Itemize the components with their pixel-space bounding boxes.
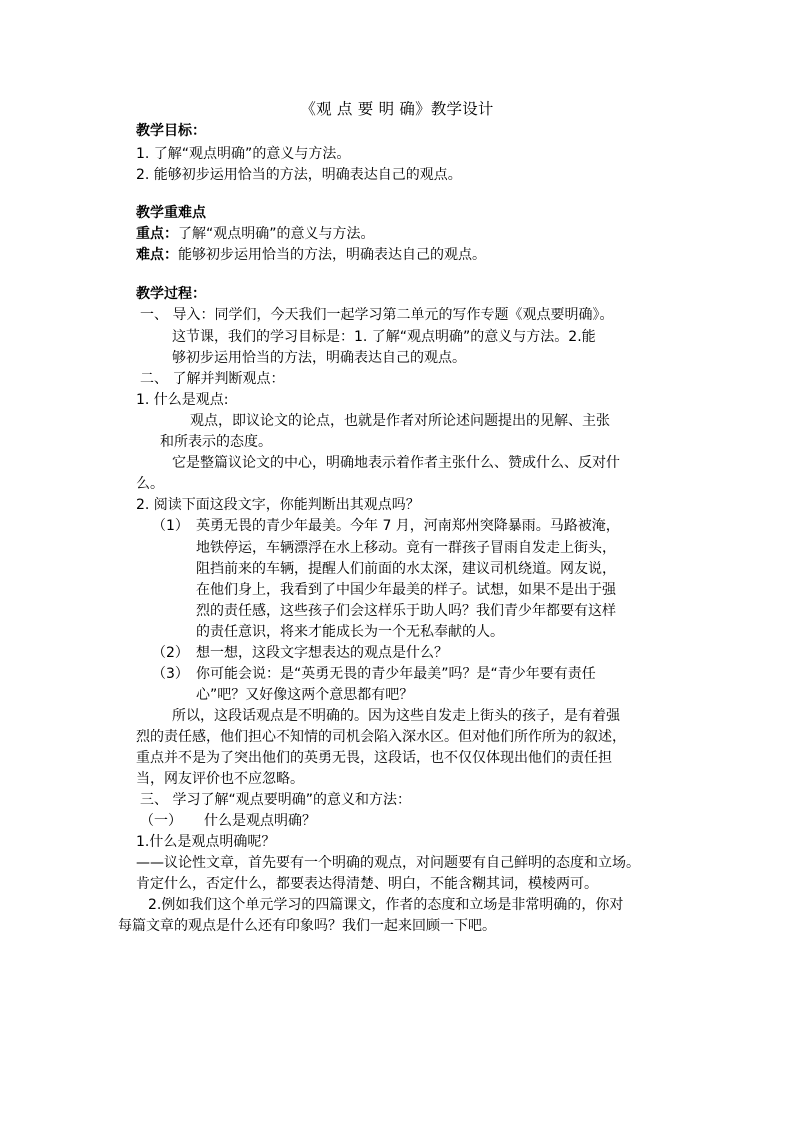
- process-line: 烈的责任感，他们担心不知情的司机会陷入深水区。但对他们所作所为的叙述，: [136, 729, 626, 745]
- process-line: 什么是观点明确？: [204, 813, 316, 829]
- goal-item: 2. 能够初步运用恰当的方法，明确表达自己的观点。: [136, 167, 462, 183]
- process-line: 1. 什么是观点:: [136, 392, 229, 408]
- process-line: 你可能会说：是“英勇无畏的青少年最美”吗？是“青少年要有责任: [196, 666, 596, 682]
- process-line: ——议论性文章，首先要有一个明确的观点，对问题要有自己鲜明的态度和立场。: [136, 855, 640, 871]
- process-line: 2.例如我们这个单元学习的四篇课文，作者的态度和立场是非常明确的，你对: [148, 897, 624, 913]
- item-marker: （2）: [152, 645, 189, 661]
- process-line: 观点，即议论文的论点，也就是作者对所论述问题提出的见解、主张: [190, 413, 610, 429]
- process-heading: 教学过程：: [136, 286, 206, 302]
- difficult-point-line: [136, 246, 486, 266]
- process-line: 所以，这段话观点是不明确的。因为这些自发走上街头的孩子，是有着强: [172, 708, 620, 724]
- item-marker: （一）: [140, 813, 182, 829]
- goals-heading: 教学目标：: [136, 123, 206, 139]
- key-points-heading: 教学重难点: [136, 205, 206, 221]
- item-marker: （1）: [152, 518, 189, 534]
- process-line: 2. 阅读下面这段文字，你能判断出其观点吗？: [136, 497, 420, 513]
- process-line: 想一想，这段文字想表达的观点是什么？: [196, 645, 448, 661]
- process-line: 阻挡前来的车辆，提醒人们前面的水太深，建议司机绕道。网友说，: [196, 561, 616, 577]
- process-line: 烈的责任感，这些孩子们会这样乐于助人吗？我们青少年都要有这样: [196, 603, 616, 619]
- process-line: 够初步运用恰当的方法，明确表达自己的观点。: [172, 350, 466, 366]
- process-line: 一、 导入：同学们，今天我们一起学习第二单元的写作专题《观点要明确》。: [140, 307, 614, 323]
- process-line: 1.什么是观点明确呢？: [136, 834, 276, 850]
- process-line: 它是整篇议论文的中心，明确地表示着作者主张什么、赞成什么、反对什: [172, 455, 620, 471]
- process-line: 地铁停运，车辆漂浮在水上移动。竟有一群孩子冒雨自发走上街头，: [196, 540, 616, 556]
- goal-item: 1. 了解“观点明确”的意义与方法。: [136, 146, 351, 162]
- process-line: 重点并不是为了突出他们的英勇无畏，这段话，也不仅仅体现出他们的责任担: [136, 750, 612, 766]
- document-title: 《观 点 要 明 确》教学设计: [300, 100, 494, 118]
- difficult-label: 难点：: [136, 247, 178, 263]
- key-text: 了解“观点明确”的意义与方法。: [178, 226, 375, 242]
- process-line: 英勇无畏的青少年最美。今年 7 月，河南郑州突降暴雨。马路被淹，: [196, 518, 620, 534]
- difficult-text: 能够初步运用恰当的方法，明确表达自己的观点。: [178, 247, 486, 263]
- process-line: 肯定什么，否定什么，都要表达得清楚、明白，不能含糊其词，模棱两可。: [136, 876, 598, 892]
- process-line: 当，网友评价也不应忽略。: [136, 771, 304, 787]
- key-point-line: [136, 225, 375, 245]
- process-line: 么。: [136, 476, 164, 492]
- process-line: 二、 了解并判断观点：: [140, 371, 285, 387]
- process-line: 在他们身上，我看到了中国少年最美的样子。试想，如果不是出于强: [196, 582, 616, 598]
- process-line: 心”吧？又好像这两个意思都有吧？: [196, 687, 414, 703]
- process-line: 三、 学习了解“观点要明确”的意义和方法：: [140, 792, 411, 808]
- process-line: 这节课，我们的学习目标是：1. 了解“观点明确”的意义与方法。2.能: [172, 329, 596, 345]
- process-line: 和所表示的态度。: [160, 434, 272, 450]
- process-line: 每篇文章的观点是什么还有印象吗？我们一起来回顾一下吧。: [118, 918, 496, 934]
- process-line: 的责任意识，将来才能成长为一个无私奉献的人。: [196, 624, 504, 640]
- item-marker: （3）: [152, 666, 189, 682]
- key-label: 重点：: [136, 226, 178, 242]
